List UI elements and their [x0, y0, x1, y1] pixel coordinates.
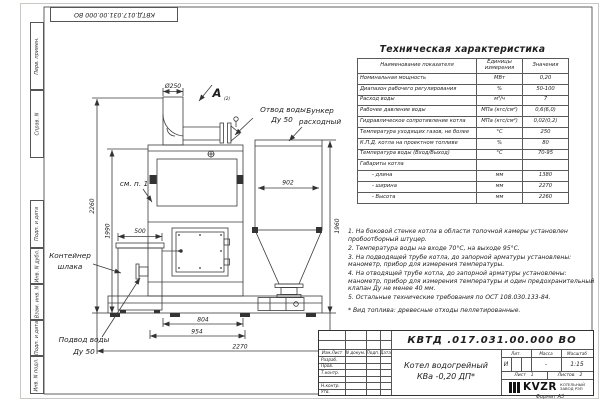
margin-inv-podl: Инв. N подл.	[30, 356, 44, 394]
table-row: Номинальная мощность МВт 0,20	[358, 73, 569, 84]
note-2: 2. Температура воды на входе 70°С, на выходе 95°С.	[348, 244, 520, 252]
tech-table-title: Техническая характеристика	[379, 44, 546, 55]
scale-value: 1:15	[570, 360, 584, 368]
fuel-type-note: * Вид топлива: древесные отходы пеллетированные.	[348, 306, 521, 314]
base-frame	[108, 296, 322, 317]
label-slag-1: Контейнер	[49, 251, 91, 260]
chimney	[163, 97, 240, 145]
label-see-note: см. п. 1	[119, 179, 149, 188]
note-1: 1. На боковой стенке котла в области топочной камеры установлен пробоотборный штуцер.	[348, 228, 568, 243]
label-water-outlet-1: Отвод воды	[260, 105, 306, 114]
margin-vzam-inv: Взам. инв. N	[30, 284, 44, 320]
dim-954: 954	[191, 328, 203, 336]
dim-1990: 1990	[104, 223, 112, 239]
technical-notes	[348, 228, 595, 316]
water-inlet-stub	[136, 264, 148, 279]
label-water-inlet-2: Ду 50	[73, 347, 95, 356]
margin-perv-primen: Перв. примен.	[30, 22, 44, 90]
label-water-inlet-1: Подвод воды	[58, 335, 110, 344]
view-marker-sub: (2)	[223, 97, 231, 102]
col-header: Значения	[523, 59, 569, 74]
fuel-hopper	[252, 140, 322, 284]
sheet-cell: Лист 1	[514, 372, 534, 378]
table-row: Температура уходящих газов, не более °С 250	[358, 127, 569, 138]
kvzr-logo-icon	[509, 382, 520, 393]
margin-sprav-n: Справ. N	[30, 90, 44, 158]
dim-500: 500	[134, 228, 146, 235]
dim-1960: 1960	[334, 218, 341, 234]
dim-2260: 2260	[89, 198, 96, 214]
sig-razrab: Разраб.	[321, 356, 338, 362]
table-row: Диапазон рабочего регулирования % 50-100	[358, 84, 569, 95]
dim-804: 804	[197, 316, 209, 324]
doc-number-top-stamp	[50, 7, 178, 22]
table-row: Габариты котла	[358, 160, 569, 171]
mass-header: Масса	[539, 350, 553, 356]
doc-number-top-text: КВТД.017.031.00.000 ВО	[73, 11, 155, 18]
margin-podp-data-1: Подп. и дата	[30, 200, 44, 248]
lower-door	[162, 228, 230, 276]
label-water-outlet-2: Ду 50	[271, 115, 293, 124]
lit-header: Лит.	[511, 350, 521, 356]
label-hopper-1: Бункер	[306, 106, 334, 115]
title-block-doc-number: КВТД .017.031.00.000 ВО	[407, 334, 577, 346]
format-label: Формат А3	[535, 394, 565, 400]
title-block	[318, 330, 594, 396]
kvzr-logo-text: KVZR	[523, 381, 558, 393]
scale-header: Масштаб	[567, 350, 587, 356]
rev-header-dokum: N докум.	[345, 350, 366, 355]
tech-characteristics	[357, 44, 568, 204]
product-name-line2: КВа -0,20 ДП*	[416, 372, 476, 381]
table-row: - Высота мм 2260	[358, 192, 569, 203]
label-slag-2: шлака	[57, 262, 83, 271]
sig-tkontr: Т.контр.	[321, 369, 340, 375]
product-name-line1: Котел водогрейный	[404, 361, 488, 371]
manufacturer-logo	[501, 379, 593, 395]
table-row: Температура воды (Вход/Выход) °С 70-95	[358, 149, 569, 160]
view-marker: А	[212, 86, 222, 100]
table-row: К.П.Д. котла на проектном топливе % 80	[358, 138, 569, 149]
table-header-row	[358, 59, 569, 74]
dim-chimney-dia: Ø250	[164, 83, 182, 90]
col-header: Единицы измерения	[477, 59, 523, 74]
sheets-cell: Листов 2	[557, 372, 583, 378]
screw-feeder	[258, 284, 304, 311]
tech-table	[357, 58, 569, 204]
margin-inv-dubl: Инв. N дубл.	[30, 248, 44, 284]
rev-header-izm: Изм.Лист	[321, 350, 343, 355]
dimension-lines	[92, 88, 336, 354]
margin-podp-data-2: Подп. и дата	[30, 320, 44, 356]
mass-value: -	[544, 360, 548, 368]
product-name-cell	[391, 349, 501, 395]
sig-prov: Пров.	[321, 363, 334, 369]
note-4: 4. На отводящей трубе котла, до запорной арматуры установлены: манометр, прибор для измерения температуры и один предохранительный клапан Ду не менее 40 мм.	[348, 270, 595, 293]
note-5: 5. Остальные технические требования по ОСТ 108.030.133-84.	[348, 294, 551, 302]
sig-nkontr: Н.контр.	[321, 382, 340, 388]
table-row: Рабочее давление воды МПа (кгс/см²) 0,6(6,0)	[358, 106, 569, 117]
col-header: Наименование показателя	[358, 59, 477, 74]
sig-utv: Утв.	[321, 389, 330, 395]
table-row: Гидравлическое сопротивление котла МПа (кгс/см²) 0,02(0,2)	[358, 117, 569, 128]
table-row: - ширина мм 2270	[358, 181, 569, 192]
table-row: Расход воды м³/ч 7	[358, 95, 569, 106]
rev-header-podp: Подп.	[366, 350, 380, 355]
kvzr-logo-subtitle: КОТЕЛЬНЫЙ ЗАВОД РЭП	[560, 381, 585, 391]
table-row: - длина мм 1380	[358, 171, 569, 182]
label-hopper-2: расходный	[298, 117, 342, 126]
rev-header-data: Дата	[380, 350, 391, 355]
dim-902: 902	[282, 179, 294, 187]
note-3: 3. На подводящей трубе котла, до запорной арматуры установлены: манометр, прибор для измерения температуры.	[348, 253, 572, 269]
lit-value: И	[503, 360, 509, 368]
upper-door	[150, 159, 244, 206]
dim-2270: 2270	[232, 343, 248, 351]
